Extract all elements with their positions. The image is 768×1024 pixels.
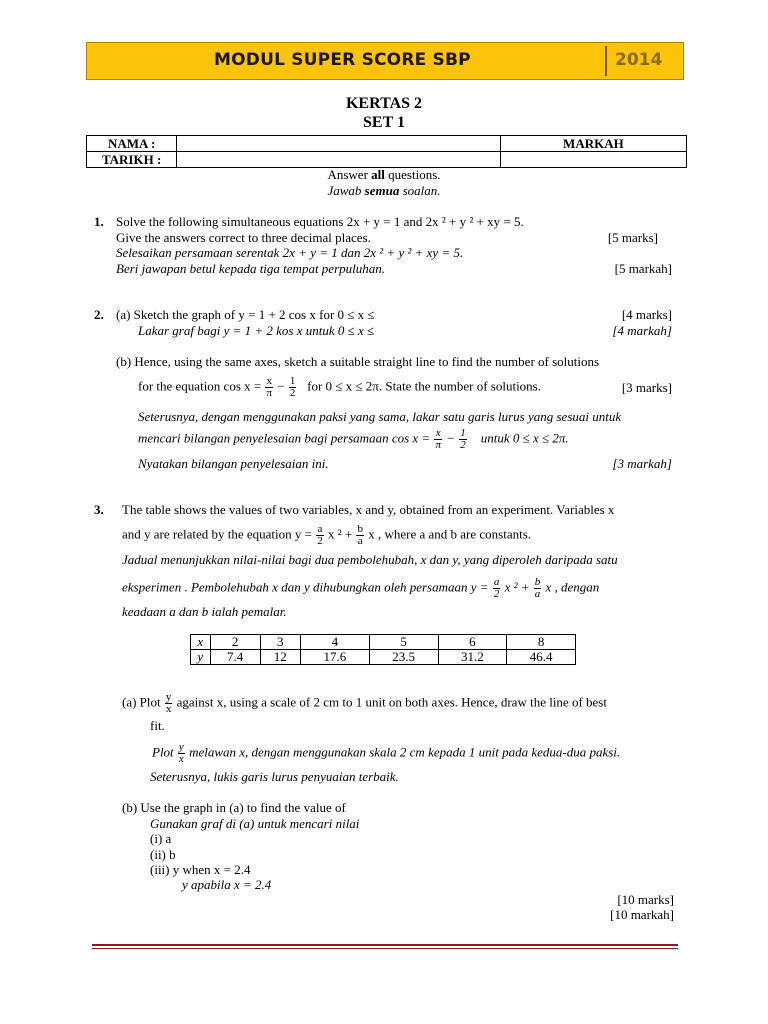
fraction-b-over-a-ms: $\frac{b}{a}$ [534, 576, 541, 600]
markah-label: MARKAH [500, 136, 686, 152]
footer-rule-thin [92, 948, 678, 949]
instruction-ms: Jawab semua soalan. [327, 183, 441, 198]
y-header: y [191, 650, 211, 665]
question-1-instruction: Give the answers correct to three decimal places. [116, 230, 371, 245]
fraction-b-over-a: $\frac{b}{a}$ [357, 523, 363, 547]
table-row [191, 635, 576, 650]
question-3-marks: [10 marks] [617, 892, 674, 907]
y-value: 7.4 [210, 650, 260, 665]
question-2-number: 2. [94, 307, 104, 322]
y-value: 46.4 [507, 650, 576, 665]
question-2b-marks: [3 marks] [621, 380, 672, 395]
x-value: 3 [260, 635, 301, 650]
x-header: x [191, 635, 211, 650]
question-3b-text-ms: Gunakan graf di (a) untuk mencari nilai [150, 816, 360, 831]
x-value: 2 [210, 635, 260, 650]
y-value: 23.5 [369, 650, 438, 665]
data-table [190, 634, 576, 665]
module-title: MODUL SUPER SCORE SBP [214, 50, 471, 70]
x-value: 5 [369, 635, 438, 650]
module-year: 2014 [615, 50, 663, 70]
fraction-x-over-pi-ms: $\frac{x}{\pi}$ [435, 427, 441, 451]
question-3b-ii: (ii) b [150, 847, 176, 862]
paper-title: KERTAS 2 [345, 95, 423, 112]
tarikh-label: TARIKH : [87, 152, 177, 168]
question-3a-instruction-ms: Seterusnya, lukis garis lurus penyuaian terbaik. [150, 769, 399, 784]
question-2b-text-ms: Seterusnya, dengan menggunakan paksi yang sama, lakar satu garis lurus yang sesuai untuk [138, 409, 622, 424]
question-3-text-ms: Jadual menunjukkan nilai-nilai bagi dua pembolehubah, x dan y, yang diperoleh daripada satu [122, 552, 618, 567]
question-2a-markah: [4 markah] [612, 323, 672, 338]
y-value: 17.6 [301, 650, 370, 665]
header-divider [605, 46, 607, 76]
tarikh-field[interactable] [177, 152, 500, 168]
question-3-text: The table shows the values of two variables, x and y, obtained from an experiment. Variables x [122, 502, 615, 517]
question-2a-text-ms: Lakar graf bagi y = 1 + 2 kos x untuk 0 ≤ x ≤ [138, 323, 375, 338]
markah-field[interactable] [500, 152, 686, 168]
question-1-text-ms: Selesaikan persamaan serentak 2x + y = 1 dan 2x ² + y ² + xy = 5. [116, 245, 464, 260]
question-2a-text: (a) Sketch the graph of y = 1 + 2 cos x for 0 ≤ x ≤ [116, 307, 375, 322]
instruction-en: Answer all questions. [327, 167, 441, 182]
nama-field[interactable] [177, 136, 500, 152]
question-3-equation: and y are related by the equation y = $\frac{a}{2}$ x ² + $\frac{b}{a}$ x , where a and b are constants. [122, 523, 532, 547]
footer-rule [92, 944, 678, 946]
question-3-equation-ms: eksperimen . Pembolehubah x dan y dihubungkan oleh persamaan y = $\frac{a}{2}$ x ² + $\frac{b}{a}$ x , dengan [122, 576, 600, 600]
question-3-constants-ms: keadaan a dan b ialah pemalar. [122, 604, 287, 619]
question-3a-text-cont: fit. [150, 718, 165, 733]
question-1-instruction-ms: Beri jawapan betul kepada tiga tempat perpuluhan. [116, 261, 385, 276]
question-2b-markah: [3 markah] [612, 456, 672, 471]
question-2b-equation: for the equation cos x = $\frac{x}{\pi}$ − $\frac{1}{2}$ for 0 ≤ x ≤ 2π. State the number of solutions. [138, 375, 541, 399]
question-2b-text: (b) Hence, using the same axes, sketch a suitable straight line to find the number of solutions [116, 354, 600, 369]
question-3b-text: (b) Use the graph in (a) to find the value of [122, 800, 346, 815]
question-3-markah: [10 markah] [610, 907, 674, 922]
question-3-number: 3. [94, 502, 104, 517]
x-value: 8 [507, 635, 576, 650]
fraction-one-half-ms: $\frac{1}{2}$ [460, 427, 466, 451]
nama-label: NAMA : [87, 136, 177, 152]
question-2a-marks: [4 marks] [621, 307, 672, 322]
table-row [191, 650, 576, 665]
x-value: 6 [438, 635, 507, 650]
question-2b-equation-ms: mencari bilangan penyelesaian bagi persamaan cos x = $\frac{x}{\pi}$ − $\frac{1}{2}$ untuk 0 ≤ x ≤ 2π. [138, 427, 569, 451]
x-value: 4 [301, 635, 370, 650]
fraction-y-over-x: $\frac{y}{x}$ [165, 691, 172, 715]
question-1-number: 1. [94, 214, 104, 229]
question-1-text: Solve the following simultaneous equations 2x + y = 1 and 2x ² + y ² + xy = 5. [116, 214, 524, 229]
question-3a-text: (a) Plot $\frac{y}{x}$ against x, using a scale of 2 cm to 1 unit on both axes. Hence, draw the line of best [122, 691, 607, 715]
paper-set: SET 1 [363, 114, 405, 131]
question-2b-instruction-ms: Nyatakan bilangan penyelesaian ini. [138, 456, 329, 471]
fraction-x-over-pi: $\frac{x}{\pi}$ [266, 375, 273, 399]
fraction-y-over-x-ms: $\frac{y}{x}$ [178, 741, 184, 765]
question-1-markah: [5 markah] [614, 261, 672, 276]
question-3b-iii-ms: y apabila x = 2.4 [182, 877, 272, 892]
y-value: 12 [260, 650, 301, 665]
question-3b-i: (i) a [150, 831, 172, 846]
fraction-a-over-2: $\frac{a}{2}$ [317, 523, 323, 547]
question-3b-iii: (iii) y when x = 2.4 [150, 862, 251, 877]
question-1-marks: [5 marks] [607, 230, 658, 245]
fraction-a-over-2-ms: $\frac{a}{2}$ [493, 576, 500, 600]
y-value: 31.2 [438, 650, 507, 665]
fraction-one-half: $\frac{1}{2}$ [289, 375, 296, 399]
student-info-table [86, 135, 687, 168]
question-3a-text-ms: Plot $\frac{y}{x}$ melawan x, dengan menggunakan skala 2 cm kepada 1 unit pada kedua-dua paksi. [152, 741, 621, 765]
